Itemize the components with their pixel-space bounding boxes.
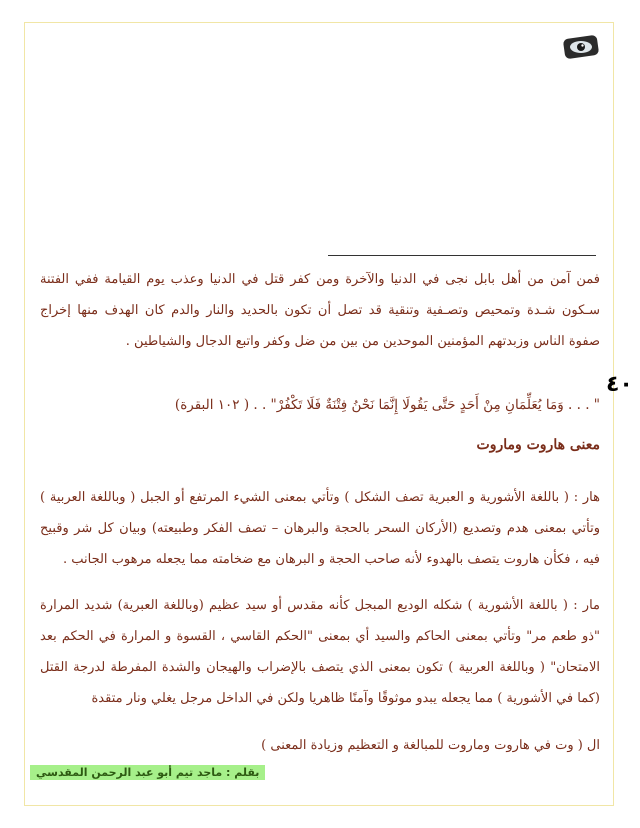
mar-text: مار : ( باللغة الأشورية ) شكله الوديع المبجل كأنه مقدس أو سيد عظيم (وباللغة العبرية) شديد المرارة "ذو طعم مر" وتأتي بمعنى الحاكم والسيد أي بمعنى "الحكم القاسي ، القسوة و المرارة في الحكم بعد الامتحان" ( وباللغة العربية ) تكون بمعنى الذي يتصف بالإضراب والهيجان والشدة المفرطة لدرجة القتل (كما في الأشورية ) مما يجعله يبدو موثوقًا وآمنًا ظاهريا ولكن في الداخل مرجل يغلي ونار متقدة	[40, 598, 600, 706]
intro-paragraph	[40, 264, 600, 357]
section-heading: معنى هاروت وماروت	[476, 437, 600, 453]
al-text: ال ( وت في هاروت وماروت للمبالغة و التعظيم وزيادة المعنى )	[261, 738, 600, 753]
intro-text: فمن آمن من أهل بابل نجى في الدنيا والآخرة ومن كفر قتل في الدنيا وعذب يوم القيامة ففي الفتنة سـكون شـدة وتمحيص وتصـفية وتنقية قد تصل أن تكون بالحديد والنار والدم كان الهدف منها إخراج صفوة الناس وزبدتهم المؤمنين الموحدين من بين من ضل وكفر واتبع الدجال والشياطين .	[40, 272, 600, 349]
page-number: ٤٠	[606, 372, 633, 397]
eye-logo-icon	[562, 34, 600, 60]
quran-verse: " . . . وَمَا يُعَلِّمَانِ مِنْ أَحَدٍ حَتَّى يَقُولَا إِنَّمَا نَحْنُ فِتْنَةٌ فَلَا تَكْفُرْ" . . ( ١٠٢ البقرة)	[174, 397, 600, 413]
separator-line	[328, 255, 596, 256]
har-text: هار : ( باللغة الأشورية و العبرية تصف الشكل ) وتأتي بمعنى الشيء المرتفع أو الجبل ( وباللغة العربية ) وتأتي بمعنى هدم وتصديع (الأركان السحر بالحجة والبرهان – تصف الفكر وطبيعته) وبيان كل شر وقبيح فيه ، فكأن هاروت يتصف بالهدوء لأنه صاحب الحجة و البرهان مع ضخامته مما يجعله مرهوب الجانب .	[40, 490, 600, 567]
mar-paragraph	[40, 590, 600, 714]
al-paragraph	[40, 730, 600, 761]
author-credit: بقلم : ماجد تيم أبو عبد الرحمن المقدسي	[30, 765, 265, 780]
har-paragraph	[40, 482, 600, 575]
